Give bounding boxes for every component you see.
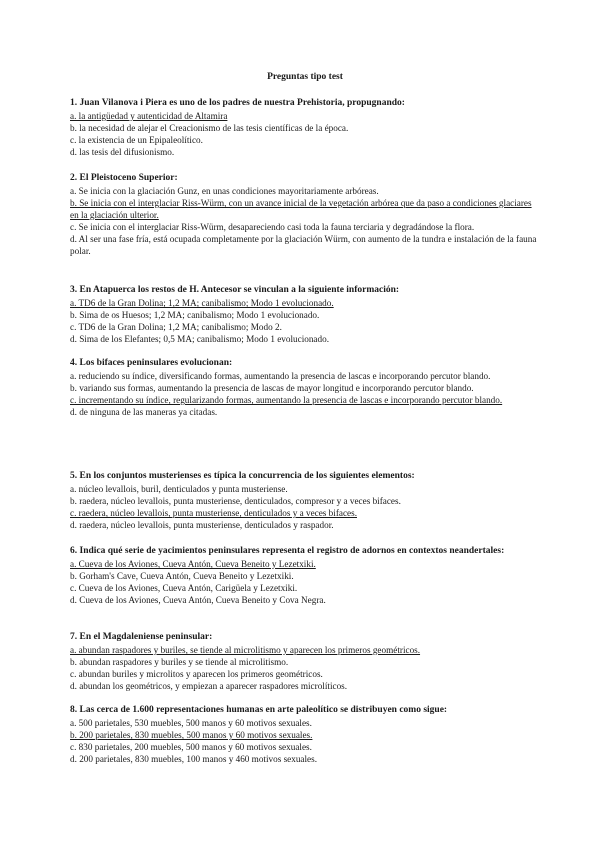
question-text: 8. Las cerca de 1.600 representaciones humanas en arte paleolítico se distribuyen como sigue: bbox=[70, 705, 448, 715]
question-2 bbox=[70, 172, 540, 257]
option-b: b. Sima de os Huesos; 1,2 MA; canibalismo; Modo 1 evolucionado. bbox=[70, 310, 320, 320]
option-c: c. raedera, núcleo levallois, punta musteriense, denticulados y a veces bifaces. bbox=[70, 508, 357, 518]
option-b: b. variando sus formas, aumentando la presencia de lascas de mayor longitud e incorporando percutor blando. bbox=[70, 383, 474, 393]
option-c: c. abundan buriles y microlitos y aparecen los primeros geométricos. bbox=[70, 669, 323, 679]
option-a: a. Se inicia con la glaciación Gunz, en unas condiciones mayoritariamente arbóreas. bbox=[70, 186, 379, 196]
option-d: d. Sima de los Elefantes; 0,5 MA; canibalismo; Modo 1 evolucionado. bbox=[70, 334, 329, 344]
option-a: a. reduciendo su índice, diversificando formas, aumentando la presencia de lascas e incorporando percutor blando. bbox=[70, 371, 491, 381]
page-title: Preguntas tipo test bbox=[267, 72, 343, 82]
option-a: a. 500 parietales, 530 muebles, 500 manos y 60 motivos sexuales. bbox=[70, 718, 312, 728]
option-c: c. TD6 de la Gran Dolina; 1,2 MA; canibalismo; Modo 2. bbox=[70, 322, 282, 332]
question-text: 4. Los bifaces peninsulares evolucionan: bbox=[70, 358, 233, 368]
option-b: b. Se inicia con el interglaciar Riss-Würm, con un avance inicial de la vegetación arbórea que da paso a condiciones glaciares en la glaciación ulterior. bbox=[70, 198, 532, 220]
option-d: d. abundan los geométricos, y empiezan a aparecer raspadores microlíticos. bbox=[70, 681, 348, 691]
question-5 bbox=[70, 470, 540, 531]
option-c: c. Cueva de los Aviones, Cueva Antón, Carigüela y Lezetxiki. bbox=[70, 583, 298, 593]
option-c: c. Se inicia con el interglaciar Riss-Würm, desapareciendo casi toda la fauna terciaria y degradándose la flora. bbox=[70, 222, 475, 232]
question-text: 6. Indica qué serie de yacimientos peninsulares representa el registro de adornos en contextos neandertales: bbox=[70, 546, 505, 556]
option-c: c. incrementando su índice, regularizando formas, aumentando la presencia de lascas e incorporando percutor blando. bbox=[70, 395, 503, 405]
option-d: d. 200 parietales, 830 muebles, 100 manos y 460 motivos sexuales. bbox=[70, 754, 318, 764]
option-b: b. Gorham's Cave, Cueva Antón, Cueva Beneito y Lezetxiki. bbox=[70, 571, 294, 581]
option-d: d. raedera, núcleo levallois, punta musteriense, denticulados y raspador. bbox=[70, 520, 334, 530]
question-6 bbox=[70, 545, 540, 606]
option-a: a. abundan raspadores y buriles, se tiende al microlitismo y aparecen los primeros geométricos. bbox=[70, 645, 421, 655]
option-a: a. TD6 de la Gran Dolina; 1,2 MA; canibalismo; Modo 1 evolucionado. bbox=[70, 298, 334, 308]
option-d: d. de ninguna de las maneras ya citadas. bbox=[70, 407, 218, 417]
question-4 bbox=[70, 357, 540, 418]
question-text: 1. Juan Vilanova i Piera es uno de los padres de nuestra Prehistoria, propugnando: bbox=[70, 98, 405, 108]
option-d: d. las tesis del difusionismo. bbox=[70, 147, 175, 157]
option-b: b. 200 parietales, 830 muebles, 500 manos y 60 motivos sexuales. bbox=[70, 730, 313, 740]
question-7 bbox=[70, 631, 540, 692]
option-b: b. raedera, núcleo levallois, punta musteriense, denticulados, compresor y a veces bifaces. bbox=[70, 496, 401, 506]
option-b: b. la necesidad de alejar el Creacionismo de las tesis científicas de la época. bbox=[70, 123, 349, 133]
question-text: 7. En el Magdaleniense peninsular: bbox=[70, 632, 213, 642]
question-8 bbox=[70, 704, 540, 765]
option-a: a. la antigüedad y autenticidad de Altamira bbox=[70, 111, 228, 121]
option-d: d. Al ser una fase fría, está ocupada completamente por la glaciación Würm, con aumento de la tundra e instalación de la fauna polar. bbox=[70, 234, 537, 256]
question-text: 2. El Pleistoceno Superior: bbox=[70, 173, 178, 183]
question-text: 3. En Atapuerca los restos de H. Antecesor se vinculan a la siguiente información: bbox=[70, 285, 400, 295]
question-3 bbox=[70, 284, 540, 345]
option-a: a. núcleo levallois, buril, denticulados y punta musteriense. bbox=[70, 484, 288, 494]
option-c: c. 830 parietales, 200 muebles, 500 manos y 60 motivos sexuales. bbox=[70, 742, 312, 752]
question-text: 5. En los conjuntos musterienses es típica la concurrencia de los siguientes elementos: bbox=[70, 471, 415, 481]
option-d: d. Cueva de los Aviones, Cueva Antón, Cueva Beneito y Cova Negra. bbox=[70, 595, 326, 605]
option-b: b. abundan raspadores y buriles y se tiende al microlitismo. bbox=[70, 657, 289, 667]
option-a: a. Cueva de los Aviones, Cueva Antón, Cueva Beneito y Lezetxiki. bbox=[70, 559, 316, 569]
question-1 bbox=[70, 97, 540, 158]
option-c: c. la existencia de un Epipaleolítico. bbox=[70, 135, 203, 145]
